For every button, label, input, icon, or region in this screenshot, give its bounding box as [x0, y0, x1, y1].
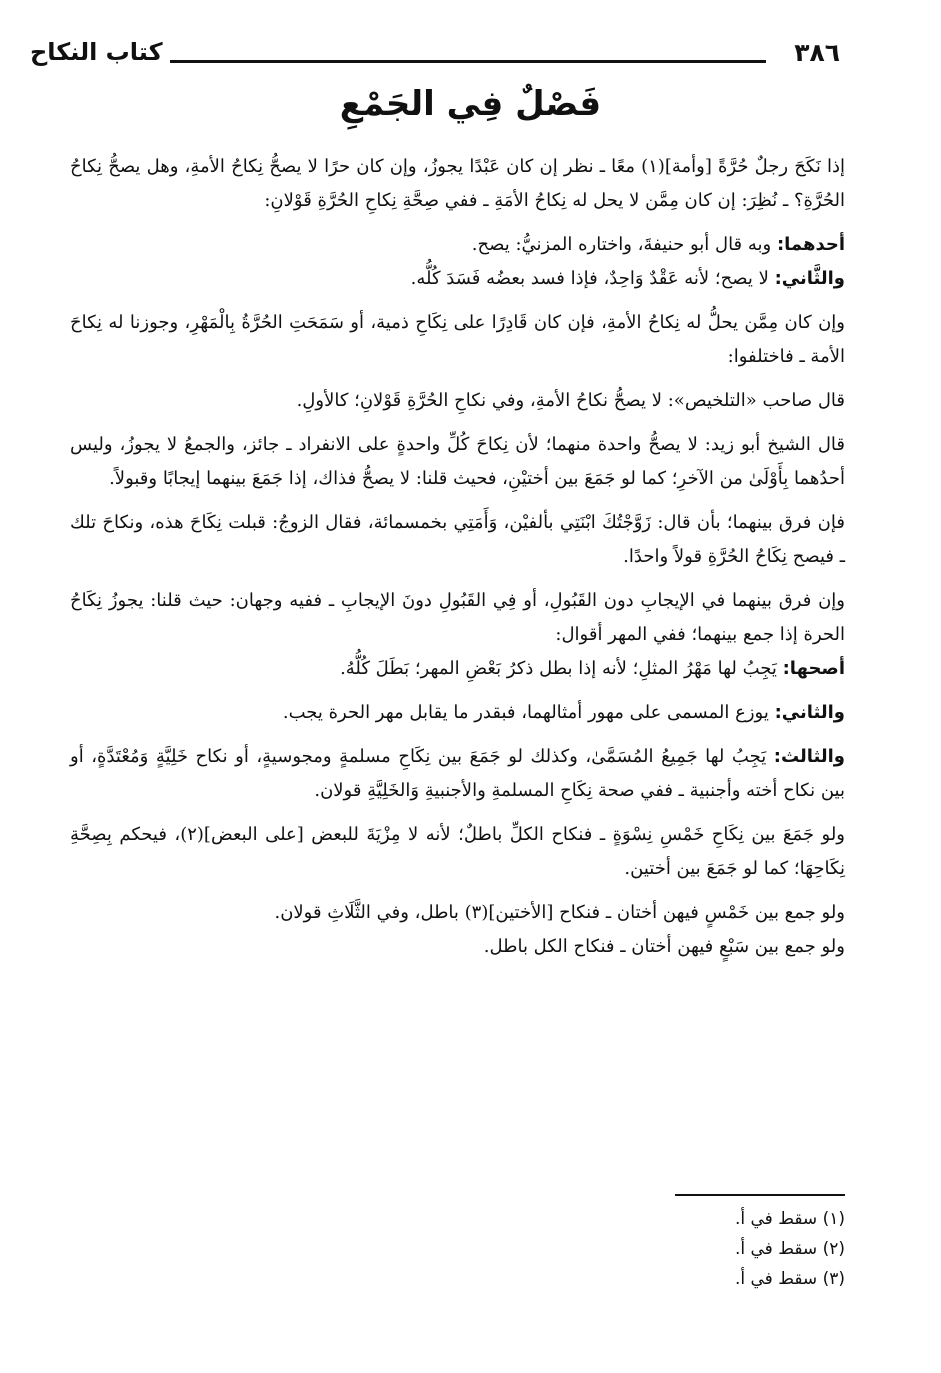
- paragraph: [70, 740, 845, 808]
- header-rule: [170, 60, 766, 63]
- footnote: (٢) سقط في أ.: [734, 1239, 845, 1259]
- book-title: كتاب النكاح: [30, 38, 163, 66]
- paragraph: [70, 306, 845, 374]
- footnote-rule: [675, 1194, 845, 1196]
- paragraph-lead: والثاني:: [774, 702, 845, 723]
- paragraph: [70, 228, 845, 262]
- paragraph: [70, 262, 845, 296]
- paragraph: [70, 506, 845, 574]
- paragraph-text: فإن فرق بينهما؛ بأن قال: زَوَّجْتُكَ ابْنَتِي بألفيْن، وَأَمَتِي بخمسمائة، فقال الزوجُ: قبلت نِكَاحَ هذه، ونكاحَ تلك ـ فيصح نِكَاحُ الحُرَّةِ قولاً واحدًا.: [70, 512, 845, 567]
- paragraph-text: ولو جمع بين خَمْسٍ فيهن أختان ـ فنكاح [الأختين](٣) باطل، وفي الثَّلَاثِ قولان.: [274, 902, 845, 923]
- paragraph: [70, 696, 845, 730]
- footnote: (١) سقط في أ.: [734, 1209, 845, 1229]
- paragraph: [70, 428, 845, 496]
- paragraph: [70, 384, 845, 418]
- paragraph: [70, 818, 845, 886]
- footnote: (٣) سقط في أ.: [734, 1269, 845, 1289]
- footnotes: [445, 1204, 845, 1294]
- paragraph-lead: والثالث:: [773, 746, 845, 767]
- paragraph-text: وإن كان مِمَّن يحلُّ له نِكاحُ الأمةِ، فإن كان قَادِرًا على نِكَاحِ ذمية، أو سَمَحَتِ الحُرَّةُ بِالْمَهْرِ، وجوزنا له نِكاحَ الأمة ـ فاختلفوا:: [70, 312, 845, 367]
- paragraph-lead: أصحها:: [782, 658, 845, 679]
- paragraph-text: وإن فرق بينهما في الإيجابِ دون القَبُولِ، أو فِي القَبُولِ دونَ الإيجابِ ـ ففيه وجهان: حيث قلنا: يجوزُ نِكَاحُ الحرة إذا جمع بينهما؛ ففي المهر أقوال:: [70, 590, 845, 645]
- paragraph: [70, 150, 845, 218]
- paragraph-text: يوزع المسمى على مهور أمثالهما، فبقدر ما يقابل مهر الحرة يجب.: [282, 702, 775, 723]
- paragraph-text: ولو جَمَعَ بين نِكَاحِ خَمْسِ نِسْوَةٍ ـ فنكاح الكلِّ باطلٌ؛ لأنه لا مِزْيَةَ للبعض [على البعض](٢)، فيحكم بِصِحَّةِ نِكَاحِهَا؛ كما لو جَمَعَ بين أختين.: [70, 824, 845, 879]
- paragraph: [70, 584, 845, 652]
- paragraph-text: ولو جمع بين سَبْعٍ فيهن أختان ـ فنكاح الكل باطل.: [483, 936, 845, 957]
- paragraph: [70, 896, 845, 930]
- paragraph-text: لا يصح؛ لأنه عَقْدٌ وَاحِدٌ، فإذا فسد بعضُه فَسَدَ كُلُّه.: [410, 268, 775, 289]
- paragraph-text: يَجِبُ لها جَمِيعُ المُسَمَّىٰ، وكذلك لو جَمَعَ بين نِكَاحِ مسلمةٍ ومجوسيةٍ، أو نكاح خَلِيَّةٍ وَمُعْتَدَّةٍ، أو بين نكاح أخته وأجنبية ـ ففي صحة نِكَاحِ المسلمةِ والأجنبيةِ وَالخَلِيَّةِ قولان.: [70, 746, 845, 801]
- paragraph-text: وبه قال أبو حنيفةَ، واختاره المزنيُّ: يصح.: [471, 234, 777, 255]
- paragraph: [70, 930, 845, 964]
- page-number: ٣٨٦: [794, 38, 840, 67]
- paragraph-lead: أحدهما:: [776, 234, 845, 255]
- paragraph-text: يَجِبُ لها مَهْرُ المثلِ؛ لأنه إذا بطل ذكرُ بَعْضِ المهر؛ بَطَلَ كُلُّهُ.: [340, 658, 783, 679]
- paragraph-text: قال صاحب «التلخيص»: لا يصحُّ نكاحُ الأمةِ، وفي نكاحِ الحُرَّةِ قَوْلانِ؛ كالأولِ.: [296, 390, 845, 411]
- paragraph-lead: والثَّاني:: [774, 268, 845, 289]
- paragraph-text: قال الشيخ أبو زيد: لا يصحُّ واحدة منهما؛ لأن نِكاحَ كُلِّ واحدةٍ على الانفراد ـ جائز، والجمعُ لا يجوزُ، وليس أحدُهما بِأَوْلَىٰ من الآخرِ؛ كما لو جَمَعَ بين أختيْنِ، فحيث قلنا: لا يصحُّ فذاك، إذا جَمَعَ بينهما إيجابًا وقبولاً.: [70, 434, 845, 489]
- body-text: [70, 150, 845, 1190]
- section-title: فَصْلٌ فِي الجَمْعِ: [339, 84, 602, 124]
- paragraph-text: إذا نَكَحَ رجلٌ حُرَّةً [وأمة](١) معًا ـ نظر إن كان عَبْدًا يجوزُ، وإن كان حرًا لا يصحُّ نِكاحُ الأمةِ، وهل يصحُّ نِكاحُ الحُرَّةِ؟ ـ نُظِرَ: إن كان مِمَّن لا يحل له نِكاحُ الأمَةِ ـ ففي صِحَّةِ نِكاحِ الحُرَّةِ قَوْلانِ:: [70, 156, 846, 211]
- page-header: [30, 38, 840, 78]
- paragraph: [70, 652, 845, 686]
